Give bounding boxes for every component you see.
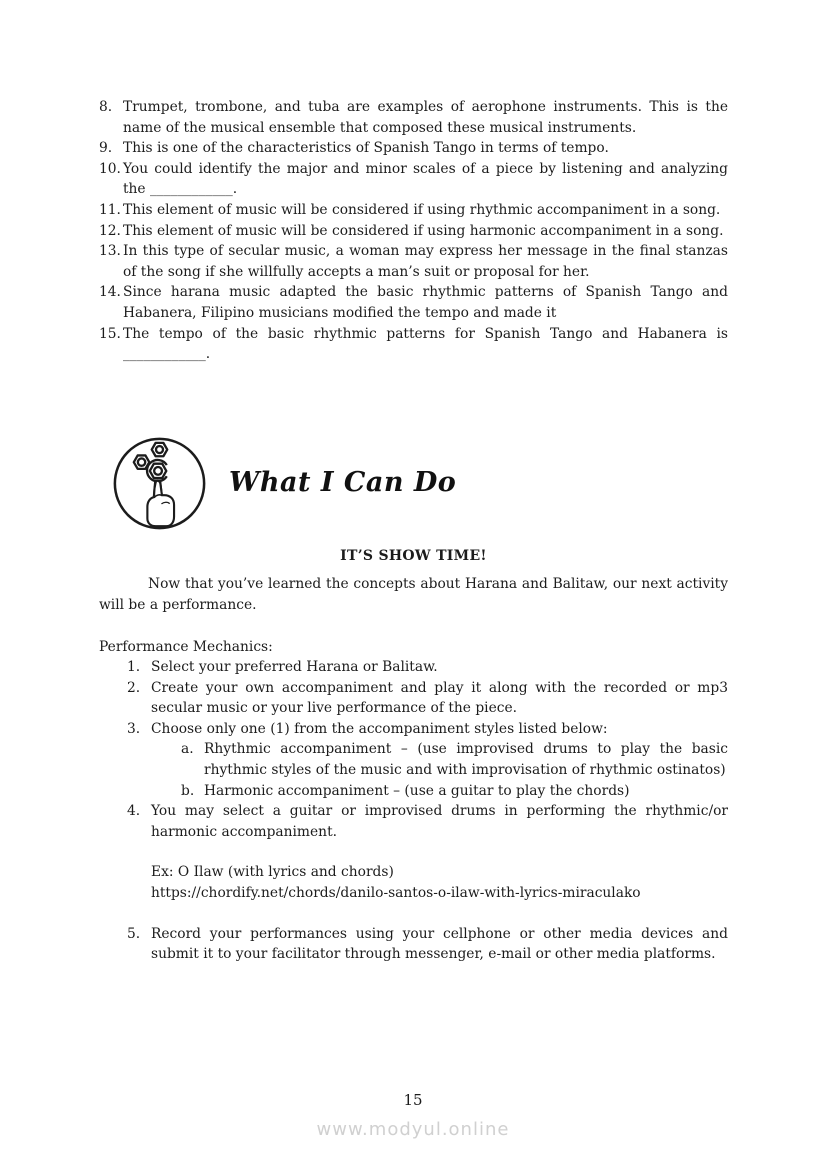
page-number: 15 — [403, 1091, 423, 1109]
list-item — [99, 97, 728, 138]
item-number: 9. — [99, 140, 113, 157]
list-item — [127, 719, 728, 740]
list-item — [99, 200, 728, 221]
item-text: Record your performances using your cellphone or other media devices and submit it to your facilitator through messenger, e-mail or other media platforms. — [151, 925, 728, 963]
list-item — [127, 801, 728, 842]
hand-wrench-icon — [111, 435, 208, 532]
item-number: 8. — [99, 99, 113, 115]
item-number: 11. — [99, 201, 121, 218]
list-item — [99, 282, 728, 323]
section-title: What I Can Do — [229, 466, 457, 498]
item-text: Select your preferred Harana or Balitaw. — [151, 659, 438, 676]
item-text: This element of music will be considered if using rhythmic accompaniment in a song. — [123, 201, 721, 218]
item-number: 2. — [127, 679, 141, 696]
example-block — [151, 862, 728, 903]
list-item — [99, 159, 728, 200]
sub-list-item — [181, 739, 728, 780]
mechanics-label: Performance Mechanics: — [99, 638, 273, 655]
item-text: You may select a guitar or improvised drums in performing the rhythmic/or harmonic accompaniment. — [151, 803, 728, 840]
list-item — [127, 657, 728, 678]
review-question-list — [99, 97, 728, 365]
list-item — [99, 138, 728, 159]
example-url[interactable]: https://chordify.net/chords/danilo-santos-o-ilaw-with-lyrics-miraculako — [151, 885, 641, 902]
list-item — [99, 241, 728, 282]
item-text: Create your own accompaniment and play it along with the recorded or mp3 secular music or your live performance of the piece. — [151, 679, 728, 717]
item-text: In this type of secular music, a woman may express her message in the final stanzas of the song if she willfully accepts a man’s suit or proposal for her. — [123, 243, 728, 280]
item-text: Choose only one (1) from the accompaniment styles listed below: — [151, 720, 608, 737]
item-text: This element of music will be considered if using harmonic accompaniment in a song. — [123, 222, 724, 239]
item-text: This is one of the characteristics of Spanish Tango in terms of tempo. — [123, 140, 609, 157]
watermark-text: www.modyul.online — [316, 1119, 510, 1140]
accompaniment-style-list — [181, 739, 728, 801]
list-item — [99, 324, 728, 365]
list-item — [99, 221, 728, 242]
item-text: You could identify the major and minor scales of a piece by listening and analyzing the ____________. — [123, 160, 728, 198]
item-text: The tempo of the basic rhythmic patterns for Spanish Tango and Habanera is ____________. — [123, 325, 728, 363]
item-number: 14. — [99, 284, 121, 301]
section-header — [99, 435, 728, 532]
page-content — [99, 0, 728, 965]
intro-paragraph: Now that you’ve learned the concepts about Harana and Balitaw, our next activity will be a performance. — [99, 576, 728, 613]
item-number: 12. — [99, 222, 121, 239]
item-text: Since harana music adapted the basic rhythmic patterns of Spanish Tango and Habanera, Filipino musicians modified the tempo and made it — [123, 284, 728, 321]
item-number: 1. — [127, 659, 141, 676]
item-number: 5. — [127, 925, 141, 942]
item-text: Harmonic accompaniment – (use a guitar to play the chords) — [204, 782, 630, 799]
showtime-heading: IT’S SHOW TIME! — [340, 547, 487, 564]
list-item — [127, 924, 728, 965]
mechanics-list — [127, 657, 728, 842]
item-number: 10. — [99, 160, 121, 177]
example-label: Ex: O Ilaw (with lyrics and chords) — [151, 864, 394, 881]
sub-list-item — [181, 781, 728, 802]
mechanics-list-continued — [127, 924, 728, 965]
item-text: Trumpet, trombone, and tuba are examples of aerophone instruments. This is the name of the musical ensemble that composed these musical instruments. — [123, 99, 728, 136]
list-item — [127, 678, 728, 719]
item-letter: b. — [181, 782, 195, 799]
item-number: 13. — [99, 243, 121, 260]
item-text: Rhythmic accompaniment – (use improvised drums to play the basic rhythmic styles of the music and with improvisation of rhythmic ostinatos) — [204, 741, 728, 779]
item-number: 4. — [127, 803, 141, 820]
item-letter: a. — [181, 741, 194, 758]
item-number: 15. — [99, 325, 121, 342]
item-number: 3. — [127, 720, 141, 737]
